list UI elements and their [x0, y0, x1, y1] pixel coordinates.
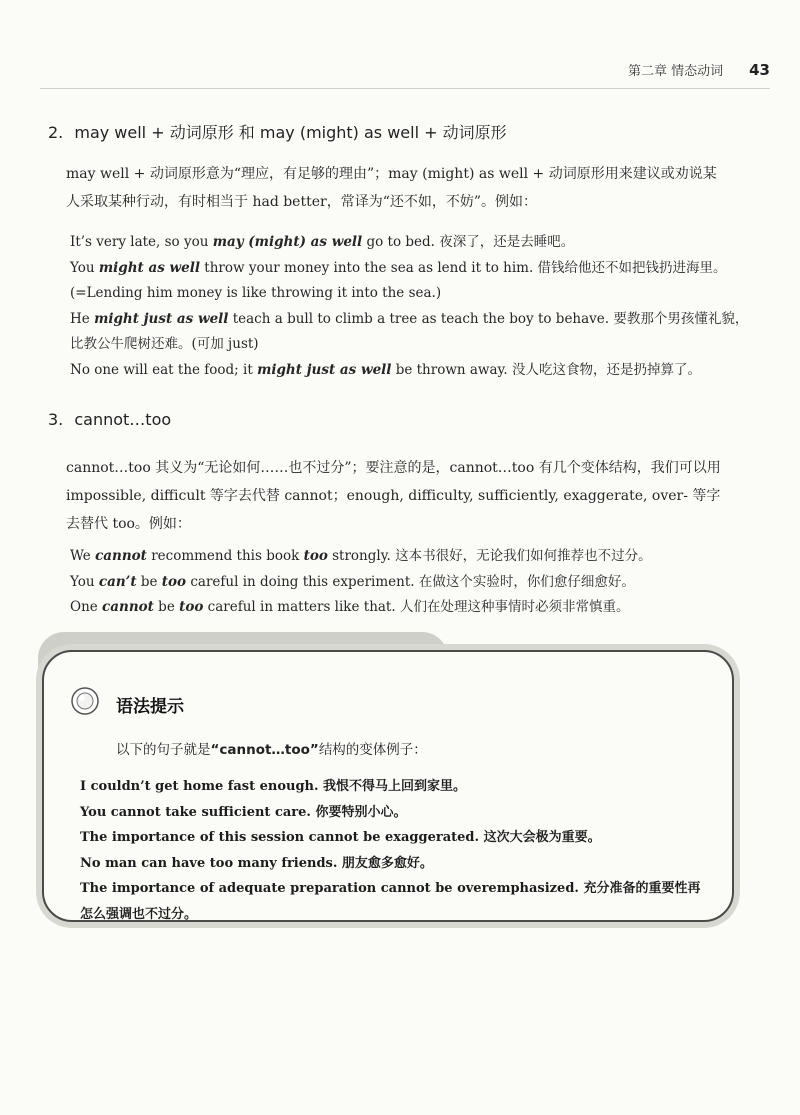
- emphasized-phrase: cannot: [95, 548, 147, 564]
- tip-intro-text: 以下的句子就是: [116, 742, 211, 758]
- page-number: 43: [749, 61, 770, 79]
- example-sentence: No one will eat the food; it might just as well be thrown away. 没人吃这食物，还是扔掉算了。: [70, 361, 701, 378]
- tip-example: The importance of this session cannot be exaggerated. 这次大会极为重要。: [80, 830, 601, 845]
- section-2-examples: [70, 230, 749, 383]
- section-2-title: may well + 动词原形 和 may (might) as well + 动词原形: [74, 123, 507, 142]
- example-sentence: You might as well throw your money into the sea as lend it to him. 借钱给他还不如把钱扔进海里。: [70, 259, 727, 276]
- example-sentence: He might just as well teach a bull to climb a tree as teach the boy to behave. 要教那个男孩懂礼貌，: [70, 310, 749, 327]
- tip-intro: [116, 738, 427, 758]
- example-sentence: We cannot recommend this book too strongly. 这本书很好，无论我们如何推荐也不过分。: [70, 548, 652, 564]
- emphasized-phrase: might just as well: [94, 310, 229, 327]
- tip-intro-quote: “cannot…too”: [210, 742, 319, 758]
- example-sentence: 比教公牛爬树还难。(可加 just): [70, 336, 259, 352]
- tip-example-list: [80, 774, 710, 927]
- emphasized-phrase: may (might) as well: [212, 234, 363, 250]
- section-3-heading: [48, 410, 171, 429]
- tip-title: 语法提示: [116, 697, 184, 717]
- section-3-paragraph: cannot…too 其义为“无论如何……也不过分”；要注意的是，cannot…too 有几个变体结构，我们可以用 impossible, difficult 等字去代替 cannot；enough, difficulty, sufficiently, exaggerate, over- 等字去替代 too。例如：: [66, 460, 721, 532]
- lightbulb-icon: [70, 686, 100, 716]
- section-3-number: 3.: [48, 410, 64, 429]
- example-sentence: (=Lending him money is like throwing it into the sea.): [70, 285, 442, 301]
- emphasized-phrase: can’t: [98, 573, 137, 590]
- tip-example: No man can have too many friends. 朋友愈多愈好。: [80, 855, 433, 871]
- emphasized-phrase: too: [179, 599, 204, 615]
- tip-intro-text-end: 结构的变体例子：: [318, 742, 427, 758]
- grammar-tip-box: [38, 632, 738, 922]
- example-sentence: One cannot be too careful in matters like that. 人们在处理这种事情时必须非常慎重。: [70, 599, 630, 615]
- example-sentence: It’s very late, so you may (might) as well go to bed. 夜深了，还是去睡吧。: [70, 234, 575, 250]
- chapter-title: 第二章 情态动词: [627, 64, 724, 79]
- section-3-title: cannot…too: [74, 410, 172, 429]
- emphasized-phrase: cannot: [102, 599, 154, 615]
- example-sentence: You can’t be too careful in doing this experiment. 在做这个实验时，你们愈仔细愈好。: [70, 573, 635, 590]
- running-header: [628, 60, 770, 79]
- section-3-examples: [70, 544, 730, 621]
- tip-panel: [42, 650, 734, 922]
- section-2-number: 2.: [48, 123, 64, 142]
- emphasized-phrase: might just as well: [257, 361, 392, 378]
- header-rule: [40, 88, 770, 89]
- tip-example: I couldn’t get home fast enough. 我恨不得马上回到家里。: [80, 779, 467, 794]
- section-2-heading: [48, 120, 507, 143]
- emphasized-phrase: too: [161, 573, 187, 590]
- section-2-paragraph: may well + 动词原形意为“理应，有足够的理由”；may (might) as well + 动词原形用来建议或劝说某人采取某种行动，有时相当于 had better，常译为“还不如，不妨”。例如：: [66, 166, 717, 210]
- emphasized-phrase: too: [303, 548, 328, 564]
- tip-example: You cannot take sufficient care. 你要特别小心。: [80, 804, 407, 820]
- tip-example: The importance of adequate preparation cannot be overemphasized. 充分准备的重要性再怎么强调也不过分。: [80, 881, 701, 922]
- emphasized-phrase: might as well: [98, 259, 200, 276]
